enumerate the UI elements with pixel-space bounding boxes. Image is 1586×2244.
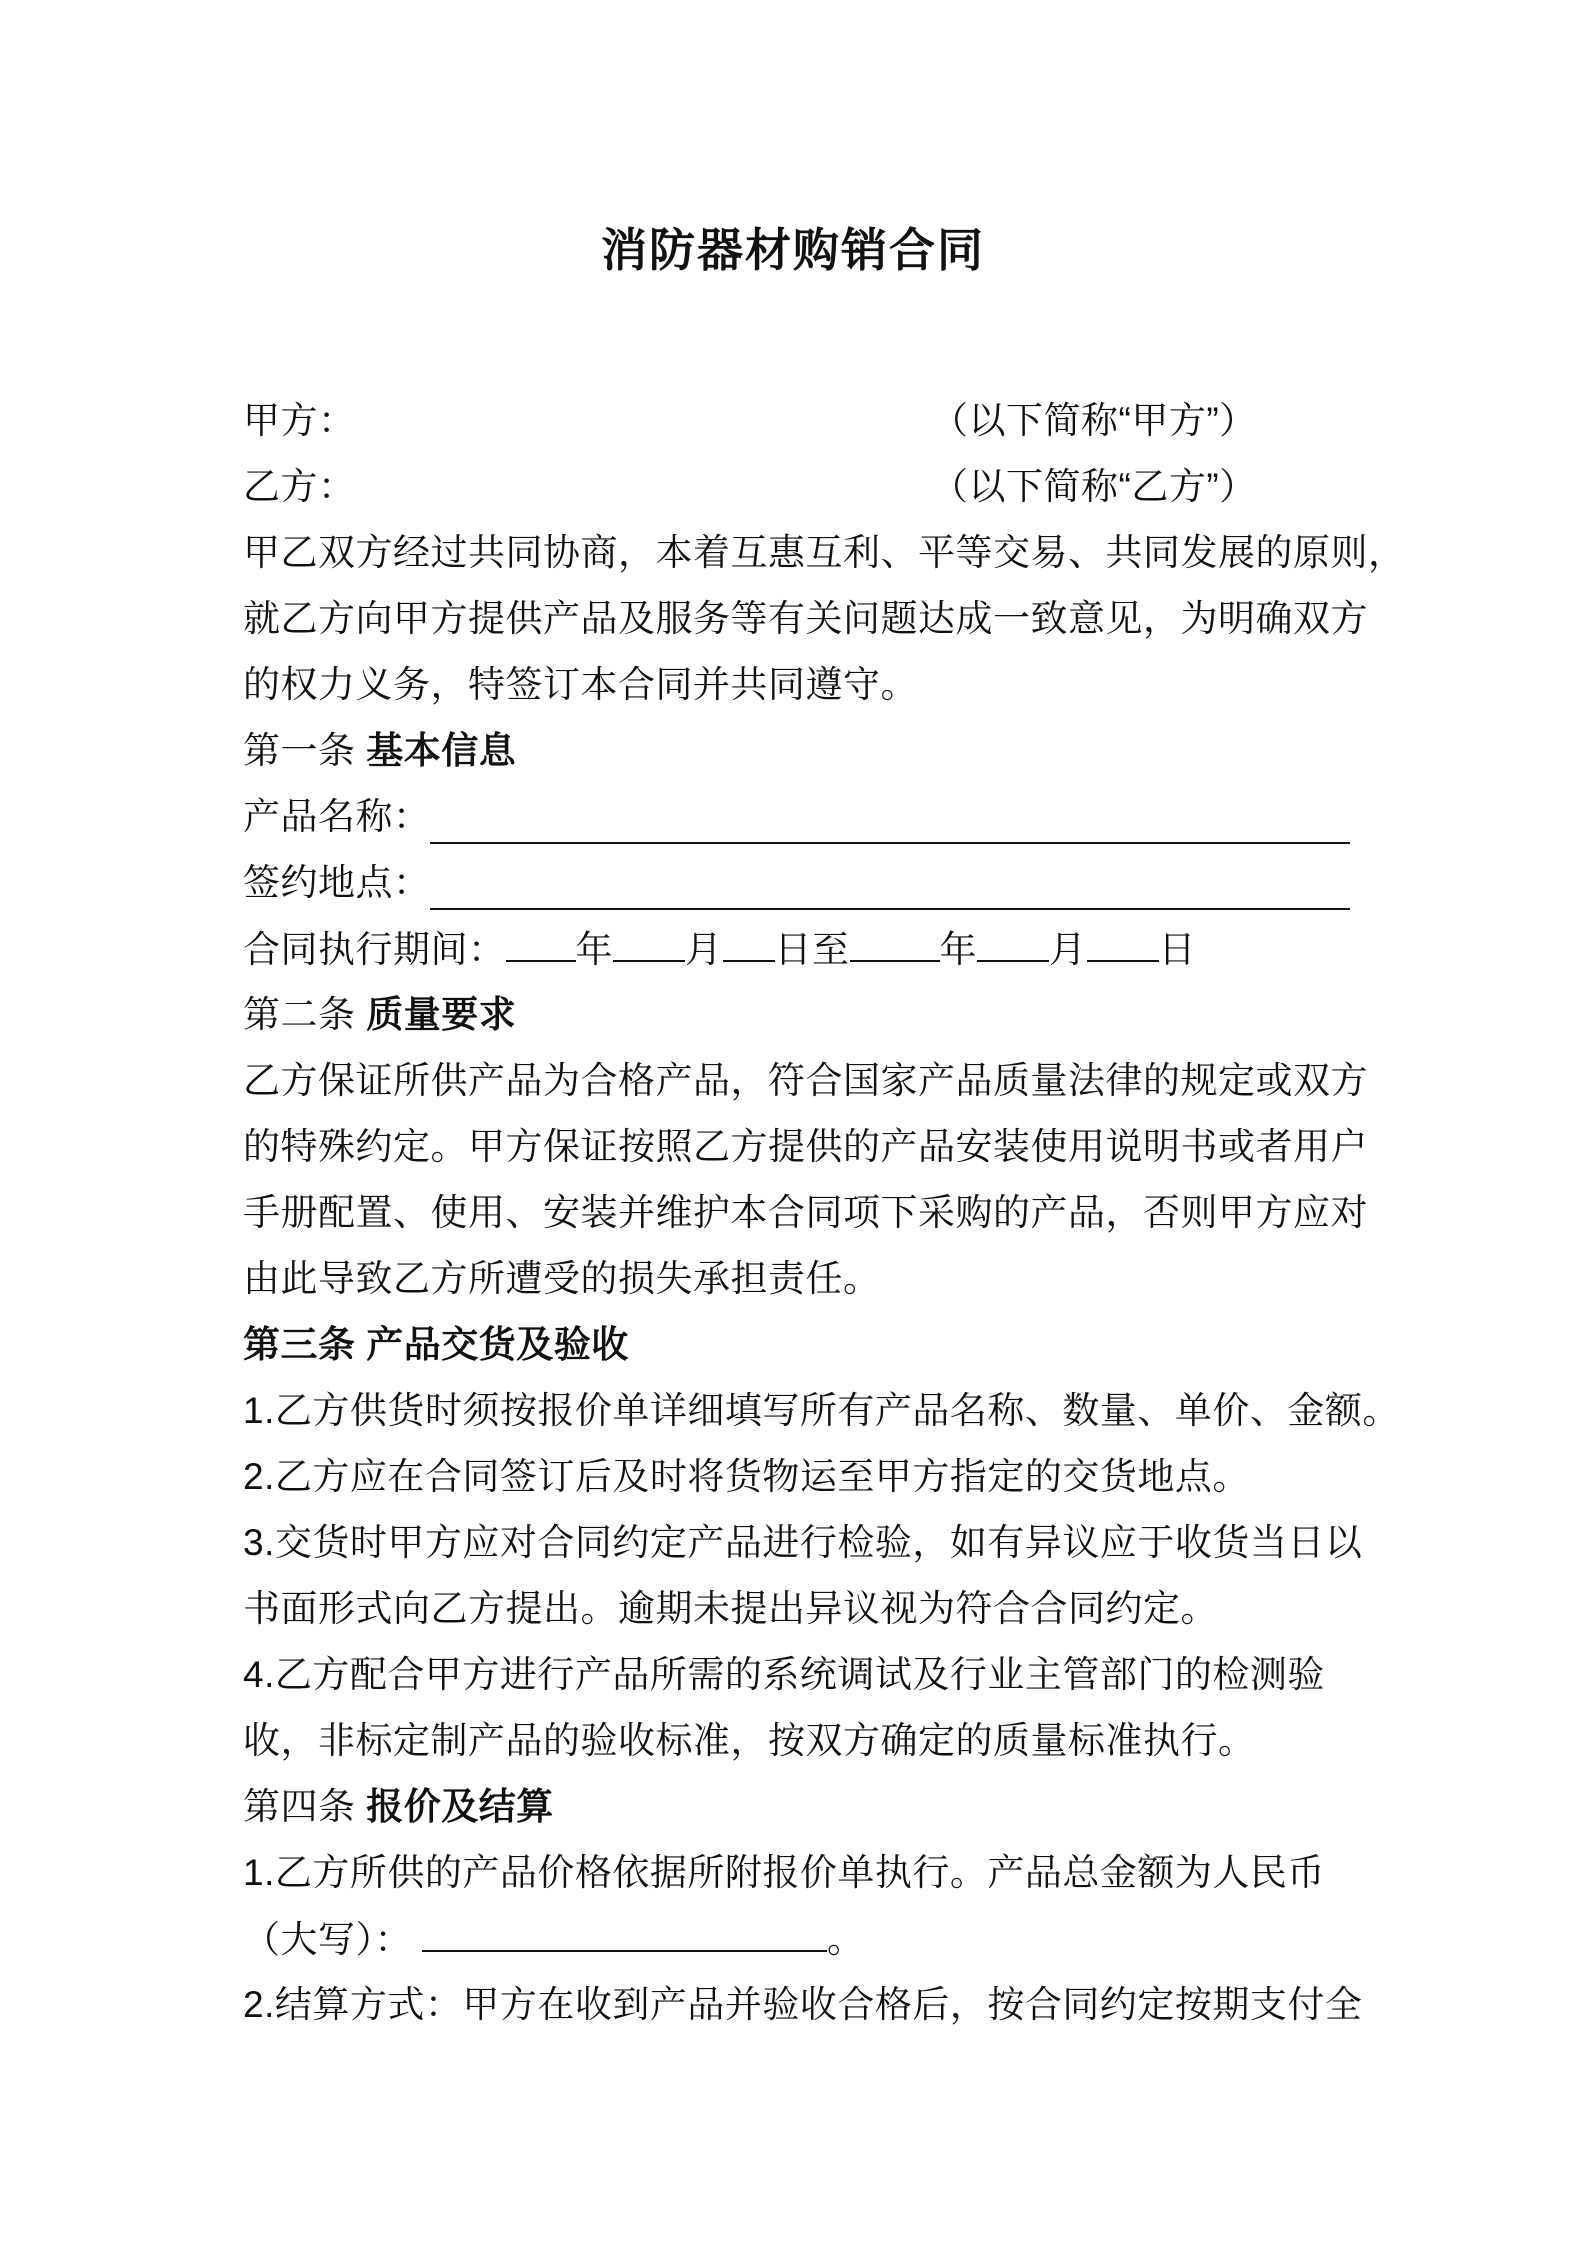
article3-line: 收，非标定制产品的验收标准，按双方确定的质量标准执行。	[243, 1720, 1256, 1761]
start-month-blank	[613, 916, 685, 962]
end-year-unit: 年	[939, 929, 977, 970]
article3-line: 2.乙方应在合同签订后及时将货物运至甲方指定的交货地点。	[243, 1456, 1250, 1497]
start-month-unit: 月	[685, 929, 723, 970]
article1-number: 第一条	[243, 731, 356, 772]
article2-line: 由此导致乙方所遭受的损失承担责任。	[243, 1258, 881, 1299]
article4-number: 第四条	[243, 1787, 356, 1828]
capital-amount-line	[243, 1906, 865, 1972]
end-day-unit: 日	[1158, 929, 1196, 970]
product-name-label: 产品名称：	[243, 796, 431, 837]
article2-line: 的特殊约定。甲方保证按照乙方提供的产品安装使用说明书或者用户	[243, 1126, 1368, 1167]
article4-heading	[243, 1774, 554, 1840]
party-a-label: 甲方：	[243, 400, 356, 441]
party-b-label: 乙方：	[243, 466, 356, 507]
article1-heading	[243, 718, 516, 784]
day-to-text: 日至	[774, 929, 850, 970]
signing-place-blank	[430, 908, 1350, 910]
end-year-blank	[850, 916, 940, 962]
document-title: 消防器材购销合同	[601, 224, 985, 276]
preamble-line: 甲乙双方经过共同协商，本着互惠互利、平等交易、共同发展的原则，	[243, 532, 1406, 573]
article2-line: 乙方保证所供产品为合格产品，符合国家产品质量法律的规定或双方	[243, 1060, 1368, 1101]
article1-title: 基本信息	[366, 730, 517, 771]
contract-period-line	[243, 916, 1196, 982]
article3-heading: 第三条 产品交货及验收	[243, 1324, 629, 1365]
article3-line: 3.交货时甲方应对合同约定产品进行检验，如有异议应于收货当日以	[243, 1522, 1363, 1563]
signing-place-label: 签约地点：	[243, 862, 431, 903]
product-name-blank	[430, 842, 1350, 844]
article2-title: 质量要求	[366, 994, 517, 1035]
article4-line: 1.乙方所供的产品价格依据所附报价单执行。产品总金额为人民币	[243, 1852, 1325, 1893]
preamble-line: 就乙方向甲方提供产品及服务等有关问题达成一致意见，为明确双方	[243, 598, 1368, 639]
party-a-line	[243, 388, 356, 454]
capital-amount-blank	[422, 1906, 827, 1952]
article4-line: 2.结算方式：甲方在收到产品并验收合格后，按合同约定按期支付全	[243, 1984, 1363, 2025]
end-day-blank	[1087, 916, 1159, 962]
article3-line: 书面形式向乙方提出。逾期未提出异议视为符合合同约定。	[243, 1588, 1218, 1629]
article2-number: 第二条	[243, 995, 356, 1036]
start-day-blank	[723, 916, 775, 962]
article2-line: 手册配置、使用、安装并维护本合同项下采购的产品，否则甲方应对	[243, 1192, 1368, 1233]
party-b-alias: （以下简称“乙方”）	[931, 466, 1257, 507]
period-label: 合同执行期间：	[243, 929, 506, 970]
article3-line: 4.乙方配合甲方进行产品所需的系统调试及行业主管部门的检测验	[243, 1654, 1325, 1695]
article2-heading	[243, 982, 516, 1048]
article3-line: 1.乙方供货时须按报价单详细填写所有产品名称、数量、单价、金额。	[243, 1390, 1400, 1431]
start-year-blank	[506, 916, 576, 962]
party-a-alias: （以下简称“甲方”）	[931, 400, 1257, 441]
capital-amount-end: 。	[827, 1919, 865, 1960]
party-b-line	[243, 454, 356, 520]
preamble-line: 的权力义务，特签订本合同并共同遵守。	[243, 664, 918, 705]
end-month-blank	[977, 916, 1049, 962]
end-month-unit: 月	[1049, 929, 1087, 970]
article4-title: 报价及结算	[366, 1786, 554, 1827]
capital-amount-label: （大写）：	[243, 1919, 412, 1960]
start-year-unit: 年	[575, 929, 613, 970]
